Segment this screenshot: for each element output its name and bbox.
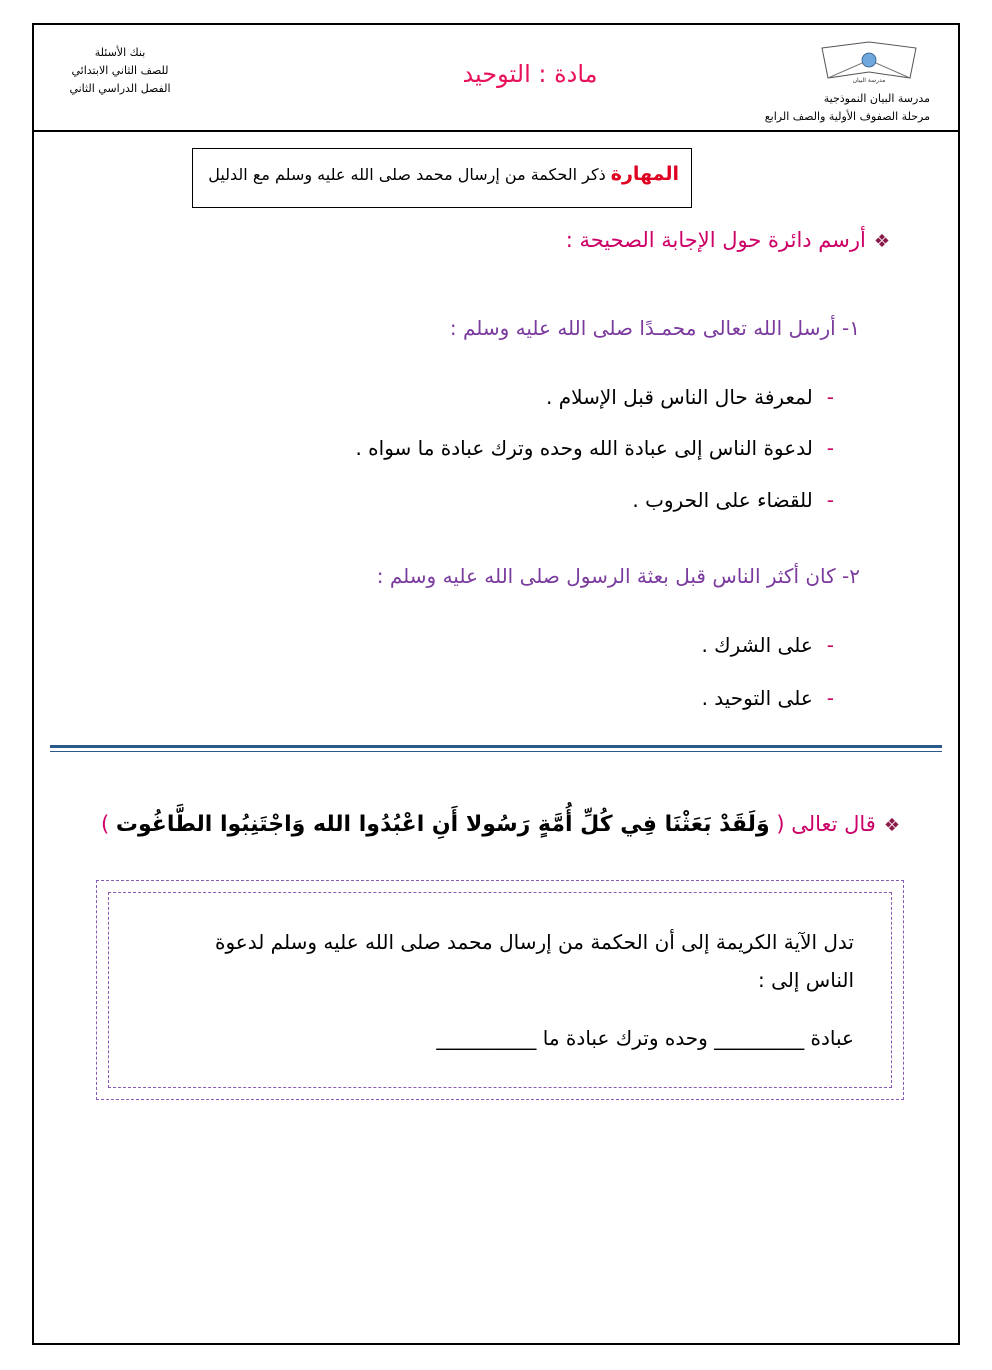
q2-option-1-text: على الشرك . [701,633,813,657]
section-separator-thin [50,751,942,752]
verse-label: قال تعالى [791,812,876,836]
fill-in-blank-line[interactable]: عبادة _________ وحده وترك عبادة ما __________ [436,1026,854,1050]
q2-option-2[interactable] [702,686,834,710]
question-2: ٢- كان أكثر الناس قبل بعثة الرسول صلى الله عليه وسلم : [376,564,860,588]
verse-row [101,812,900,837]
dash-bullet-icon: - [826,385,834,409]
box-line-2: الناس إلى : [758,968,854,992]
section1-instruction-row [566,228,890,252]
school-stage: مرحلة الصفوف الأولية والصف الرابع [764,110,930,123]
verse-close-paren: ) [101,812,110,836]
diamond-bullet-icon: ❖ [883,815,900,836]
verse-open-paren: ( [776,812,785,836]
bank-line-1: بنك الأسئلة [94,46,146,59]
q1-option-3[interactable] [632,488,834,512]
question-1: ١- أرسل الله تعالى محمـدًا صلى الله عليه وسلم : [449,316,860,340]
question-bank-info [60,44,180,98]
header-divider [34,130,958,132]
subject-title: مادة : التوحيد [462,60,598,88]
q1-option-1[interactable] [546,385,834,409]
dash-bullet-icon: - [826,488,834,512]
dash-bullet-icon: - [826,633,834,657]
q2-option-1[interactable] [701,633,834,657]
verse-text: وَلَقَدْ بَعَثْنَا فِي كُلِّ أُمَّةٍ رَسُولا أَنِ اعْبُدُوا الله وَاجْتَنِبُوا الطَّاغُوت [115,812,770,837]
dash-bullet-icon: - [826,436,834,460]
box-line-1: تدل الآية الكريمة إلى أن الحكمة من إرسال محمد صلى الله عليه وسلم لدعوة [214,930,854,954]
section-separator [50,745,942,748]
dash-bullet-icon: - [826,686,834,710]
bank-line-3: الفصل الدراسي الثاني [69,82,171,95]
skill-statement [208,163,679,185]
skill-text: ذكر الحكمة من إرسال محمد صلى الله عليه وسلم مع الدليل [208,165,606,184]
bank-line-2: للصف الثاني الابتدائي [71,64,169,77]
page-frame [32,23,960,1345]
q1-option-2-text: لدعوة الناس إلى عبادة الله وحده وترك عبادة ما سواه . [355,436,813,460]
skill-box [192,148,692,208]
q1-option-3-text: للقضاء على الحروب . [632,488,813,512]
diamond-bullet-icon: ❖ [873,231,890,252]
q2-option-2-text: على التوحيد . [701,686,813,710]
globe-icon [862,53,876,67]
logo-text: مدرسة البيان [852,77,886,84]
section1-instruction: أرسم دائرة حول الإجابة الصحيحة : [565,228,866,252]
skill-label: المهارة [610,163,679,185]
school-logo [814,38,924,84]
q1-option-2[interactable] [355,436,834,460]
q1-option-1-text: لمعرفة حال الناس قبل الإسلام . [546,385,813,409]
school-name: مدرسة البيان النموذجية [823,92,930,105]
school-info [765,90,930,126]
